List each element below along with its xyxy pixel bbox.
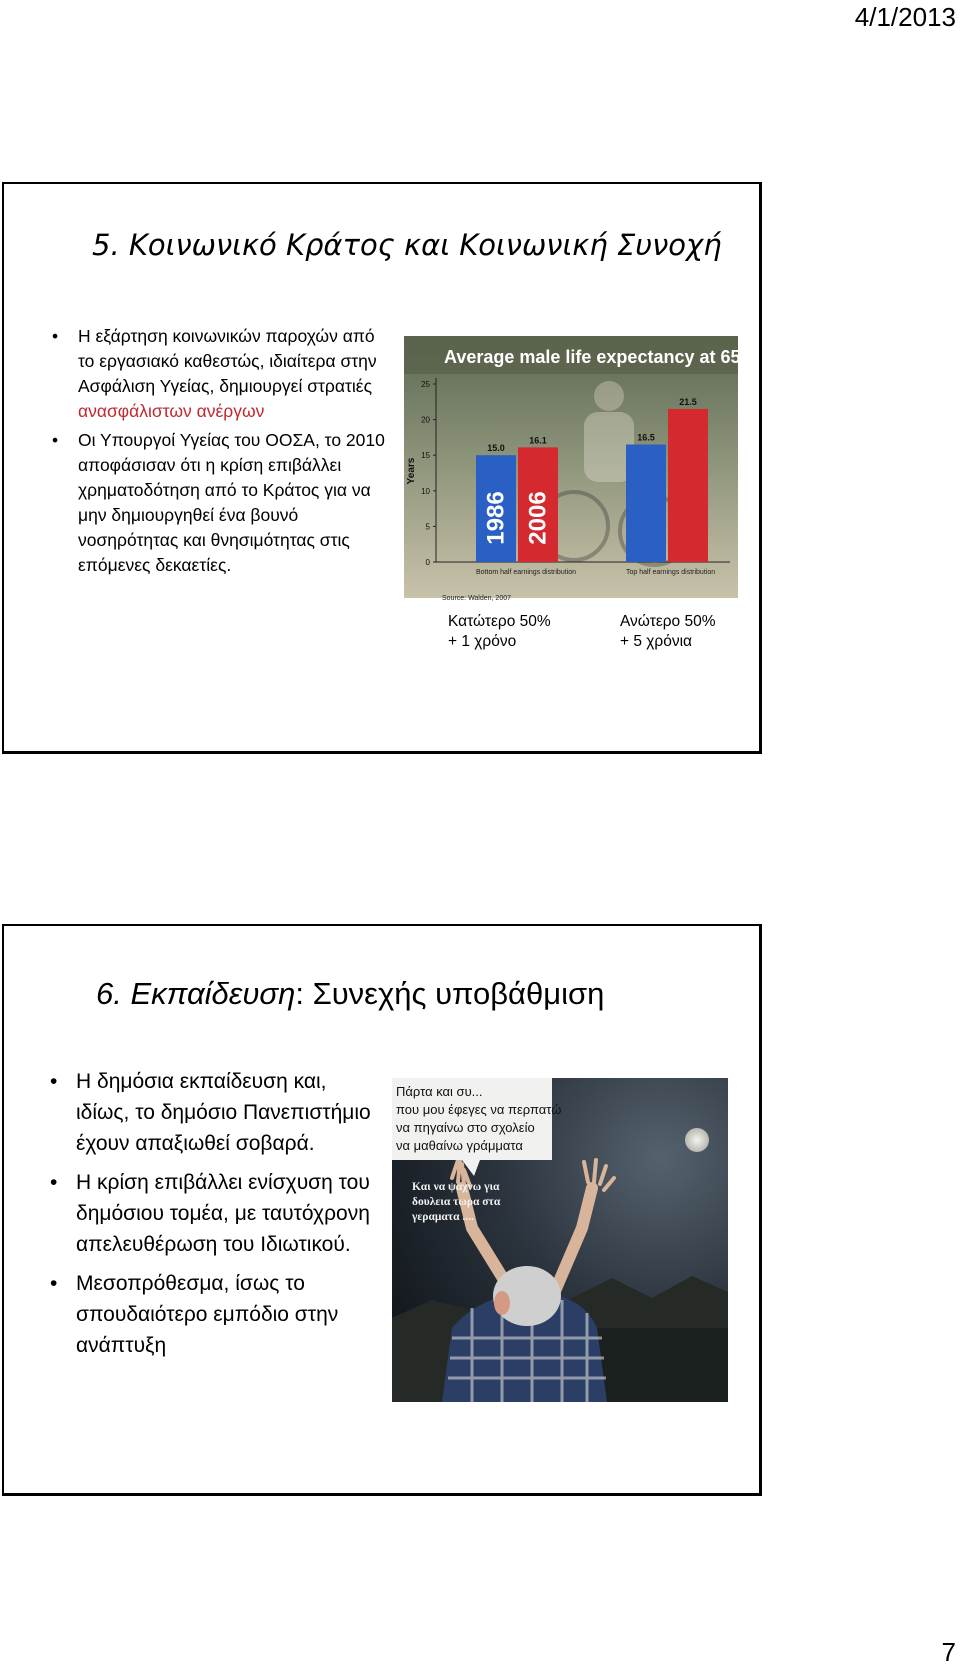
speech-line: Πάρτα και συ... [396,1084,483,1099]
y-tick-label: 15 [421,451,430,461]
man-under-night-sky-photo [392,1078,728,1402]
title-italic-part: 6. Εκπαίδευση [96,976,296,1011]
chart-title: Average male life expectancy at 65 [444,347,741,367]
slide-5 [2,182,762,754]
page-date: 4/1/2013 [854,2,956,32]
bullet-list [40,1066,380,1369]
series-label: 2006 [524,491,552,545]
bullet-item: • Η δημόσια εκπαίδευση και, ιδίως, το δημόσιο Πανεπιστήμιο έχουν απαξιωθεί σοβαρά. [40,1066,380,1159]
caption-line: + 5 χρόνια [620,633,693,650]
photo-svg [392,1078,728,1402]
bullet-text: Η εξάρτηση κοινωνικών παροχών από το εργασιακό καθεστώς, ιδιαίτερα στην Ασφάλιση Υγείας, δημιουργεί στρατιές [78,326,377,396]
y-tick-label: 25 [421,380,430,389]
y-tick-label: 0 [425,558,430,567]
bullet-item: • Η κρίση επιβάλλει ενίσχυση του δημόσιου τομέα, με ταυτόχρονη απελευθέρωση του Ιδιωτικού. [40,1167,380,1260]
caption-bottom-half [448,612,551,652]
chart-source: Source: Walden, 2007 [442,595,512,602]
caption-top-half [620,612,716,652]
category-label: Bottom half earnings distribution [476,569,576,576]
bar-1986 [626,445,666,562]
page-number: 7 [941,1637,956,1667]
photo-caption-line: Και να ψαχνω για [412,1181,500,1193]
bar-value-label: 21.5 [679,396,697,407]
moon-icon [685,1128,709,1152]
bullet-list [42,324,392,582]
slide-title: 5. Κοινωνικό Κράτος και Κοινωνική Συνοχή [92,228,722,262]
bullet-item [42,428,392,578]
bar-value-label: 16.1 [529,435,547,446]
bullet-item [42,324,392,424]
y-tick-label: 20 [421,415,430,425]
chart-svg [404,336,741,602]
y-tick-label: 5 [425,522,430,532]
series-label: 1986 [482,491,510,545]
bar-value-label: 15.0 [487,443,505,454]
slide-title [96,976,604,1012]
category-label: Top half earnings distribution [626,569,716,576]
speech-line: να πηγαίνω στο σχολείο [396,1120,535,1135]
bullet-text: Οι Υπουργοί Υγείας του ΟΟΣΑ, το 2010 αποφάσισαν ότι η κρίση επιβάλλει χρηματοδότηση από το Κράτος για να μην δημιουργηθεί ένα βουνό νοσηρότητας και θνησιμότητας στις επόμενες δεκαετίες. [78,430,385,575]
man-ear [494,1291,510,1315]
slide-6 [2,924,762,1496]
caption-line: + 1 χρόνο [448,633,517,650]
y-axis-label: Years [406,457,417,485]
bar-2006 [668,409,708,562]
photo-caption-line: δουλεια τωρα στα [412,1196,501,1208]
bullet-item: • Μεσοπρόθεσμα, ίσως το σπουδαιότερο εμπόδιο στην ανάπτυξη [40,1268,380,1361]
speech-line: που μου έφεγες να περπατώ [396,1102,562,1117]
speech-line: να μαθαίνω γράμματα [396,1138,523,1153]
highlighted-text: ανασφάλιστων ανέργων [78,401,265,421]
photo-caption-line: γεραματα .... [412,1211,474,1223]
caption-line: Κατώτερο 50% [448,613,551,630]
bar-value-label: 16.5 [637,432,655,443]
y-tick-label: 10 [421,486,430,496]
life-expectancy-chart [404,336,741,602]
caption-line: Ανώτερο 50% [620,613,716,630]
title-regular-part: : Συνεχής υποβάθμιση [295,976,605,1011]
